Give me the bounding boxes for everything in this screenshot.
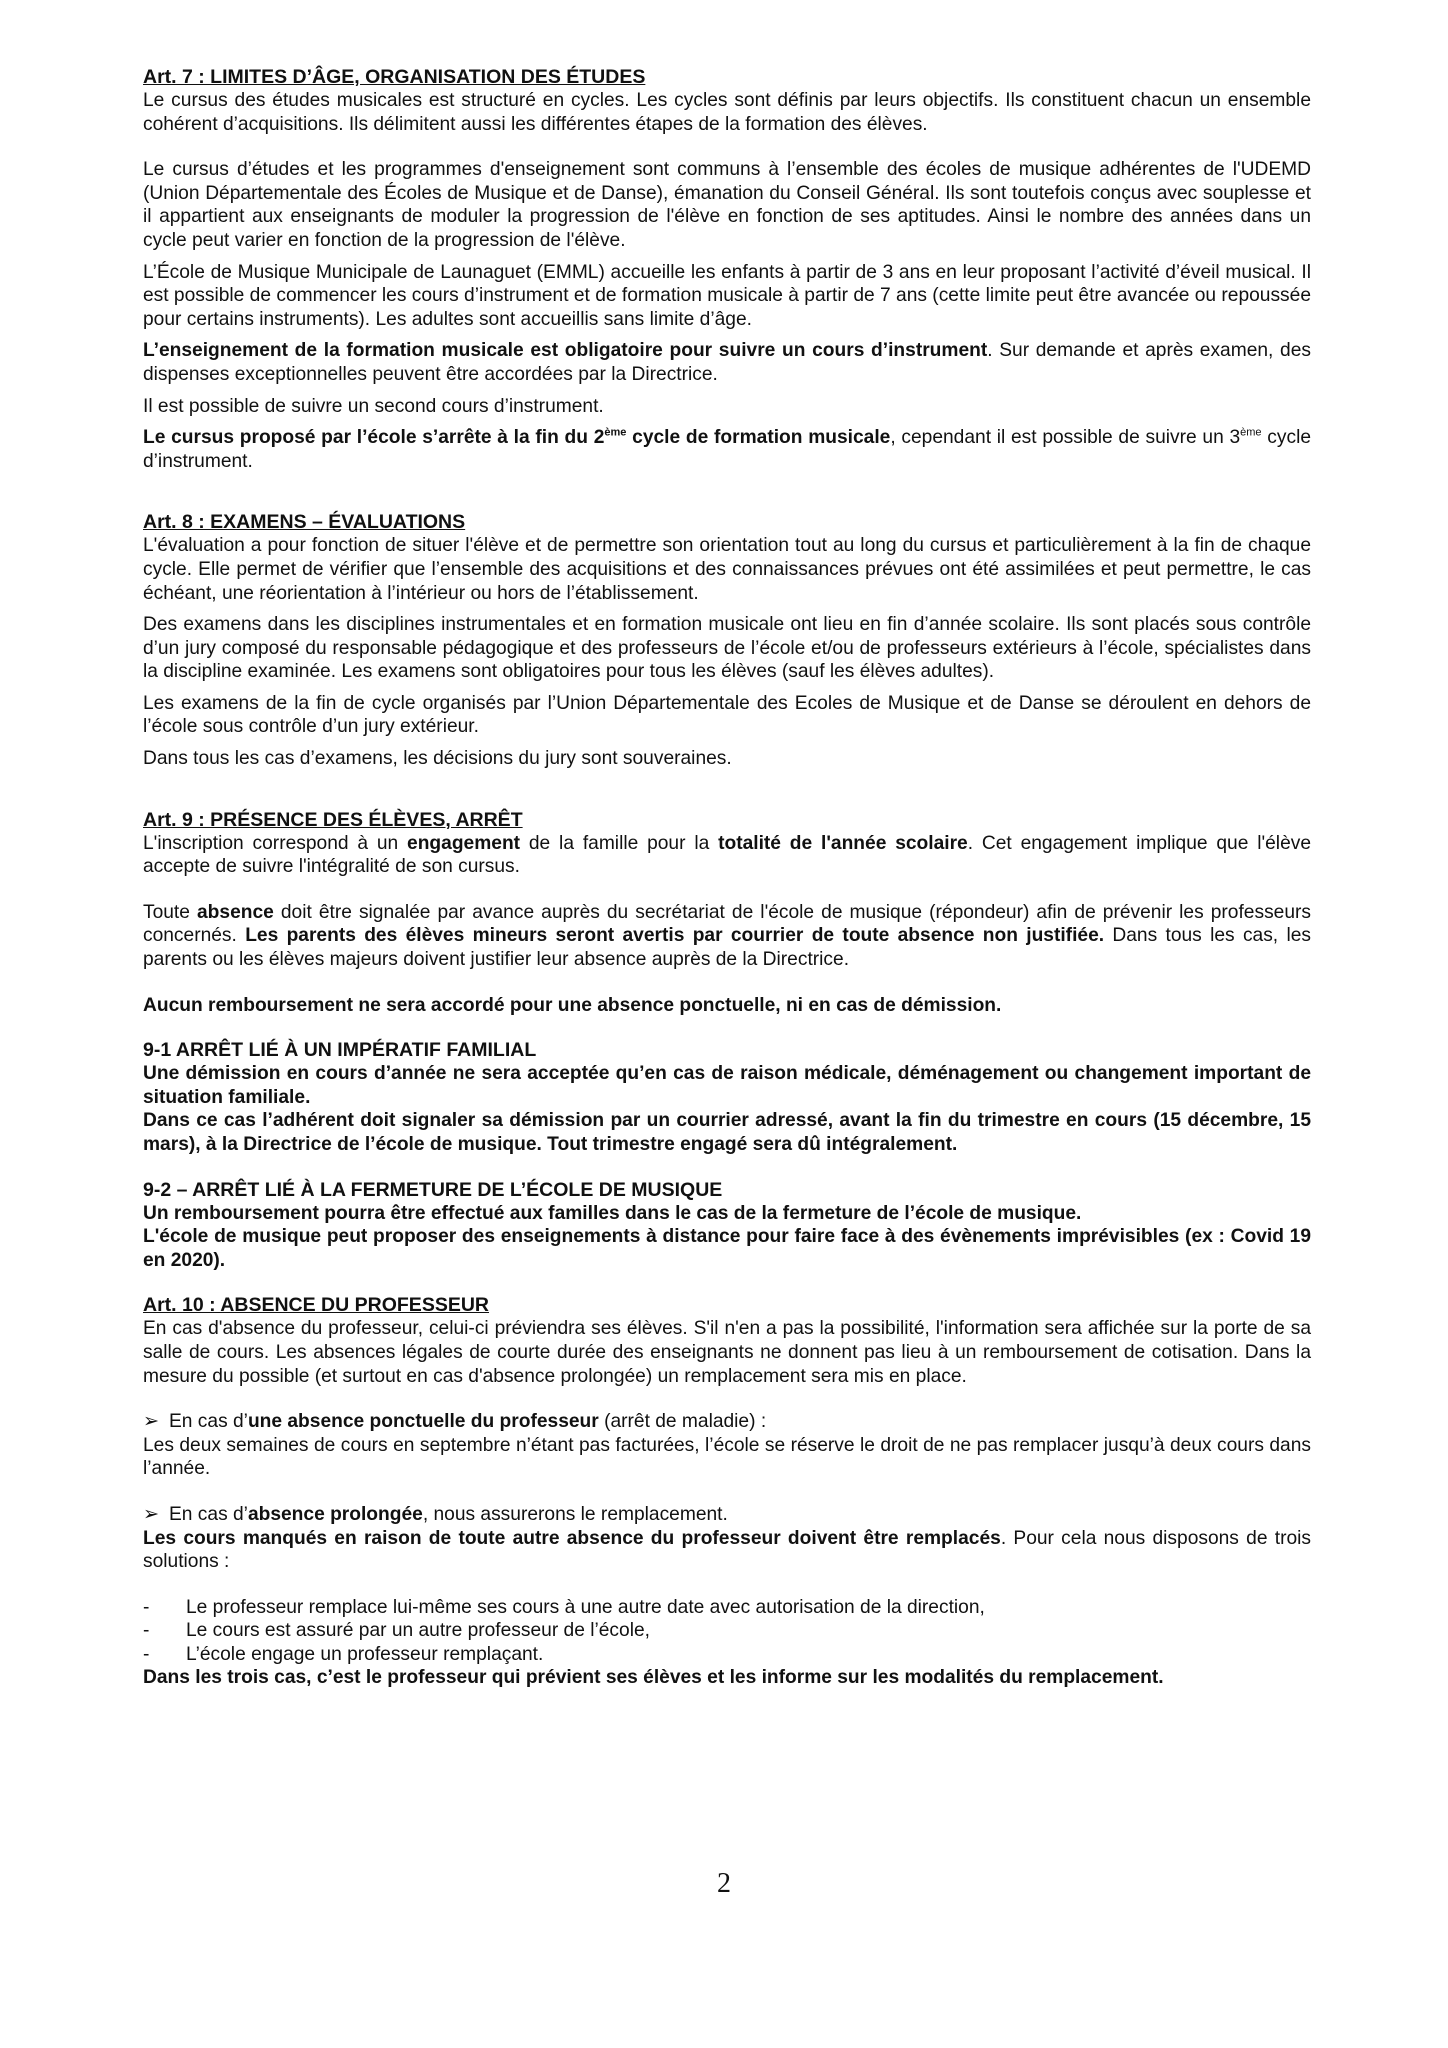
- article-8-title: Art. 8 : EXAMENS – ÉVALUATIONS: [143, 511, 466, 534]
- article-9-paragraph-2: Toute absence doit être signalée par avance auprès du secrétariat de l'école de musique (répondeur) afin de prévenir les professeurs concernés. Les parents des élèves mineurs seront avertis par courrier de toute absence non justifiée. Dans tous les cas, les parents ou les élèves majeurs doivent justifier leur absence auprès de la Directrice.: [143, 901, 1311, 971]
- section-9-2-title: 9-2 – ARRÊT LIÉ À LA FERMETURE DE L’ÉCOLE DE MUSIQUE: [143, 1178, 723, 1201]
- article-7: [143, 66, 1311, 473]
- article-10-case-2: ➢ En cas d’absence prolongée, nous assurerons le remplacement.: [143, 1503, 728, 1525]
- article-8-paragraph-3: Les examens de la fin de cycle organisés par l’Union Départementale des Ecoles de Musique et de Danse se déroulent en dehors de l’école sous contrôle d’un jury extérieur.: [143, 692, 1311, 738]
- article-7-paragraph-1: Le cursus des études musicales est structuré en cycles. Les cycles sont définis par leurs objectifs. Ils constituent chacun un ensemble cohérent d’acquisitions. Ils délimitent aussi les différentes étapes de la formation des élèves.: [143, 90, 1311, 135]
- article-10: [143, 1294, 1311, 1689]
- article-9: [143, 809, 1311, 1273]
- article-10-final: Dans les trois cas, c’est le professeur qui prévient ses élèves et les informe sur les modalités du remplacement.: [143, 1666, 1164, 1688]
- list-item: - Le cours est assuré par un autre professeur de l’école,: [143, 1620, 650, 1642]
- article-7-title: Art. 7 : LIMITES D’ÂGE, ORGANISATION DES ÉTUDES: [143, 66, 646, 88]
- article-8-paragraph-1: L'évaluation a pour fonction de situer l'élève et de permettre son orientation tout au long du cursus et particulièrement à la fin de chaque cycle. Elle permet de vérifier que l’ensemble des acquisitions et des connaissances prévues ont été assimilées et peut permettre, le cas échéant, une réorientation à l’intérieur ou hors de l’établissement.: [143, 535, 1311, 604]
- article-8-paragraph-4: Dans tous les cas d’examens, les décisions du jury sont souveraines.: [143, 748, 732, 770]
- article-8-paragraph-2: Des examens dans les disciplines instrumentales et en formation musicale ont lieu en fin d’année scolaire. Ils sont placés sous contrôle d’un jury composé du responsable pédagogique et des professeurs de l’école et/ou de professeurs extérieurs à l’école, spécialistes dans la discipline examinée. Les examens sont obligatoires pour tous les élèves (sauf les élèves adultes).: [143, 614, 1311, 683]
- section-9-2-paragraph-1: Un remboursement pourra être effectué aux familles dans le cas de la fermeture de l’école de musique.: [143, 1202, 1082, 1224]
- article-9-paragraph-3: Aucun remboursement ne sera accordé pour une absence ponctuelle, ni en cas de démission.: [143, 994, 1002, 1016]
- list-item: - Le professeur remplace lui-même ses cours à une autre date avec autorisation de la direction,: [143, 1596, 985, 1618]
- list-item: - L’école engage un professeur remplaçant.: [143, 1643, 544, 1665]
- arrow-bullet-icon: ➢: [143, 1411, 160, 1433]
- article-10-case-2-text: Les cours manqués en raison de toute autre absence du professeur doivent être remplacés. Pour cela nous disposons de trois solutions :: [143, 1527, 1311, 1573]
- section-9-1-paragraph-2: Dans ce cas l’adhérent doit signaler sa démission par un courrier adressé, avant la fin du trimestre en cours (15 décembre, 15 mars), à la Directrice de l’école de musique. Tout trimestre engagé sera dû intégralement.: [143, 1110, 1311, 1155]
- arrow-bullet-icon: ➢: [143, 1503, 160, 1525]
- article-10-title: Art. 10 : ABSENCE DU PROFESSEUR: [143, 1294, 490, 1317]
- article-10-case-1: ➢ En cas d’une absence ponctuelle du professeur (arrêt de maladie) :: [143, 1411, 767, 1433]
- article-7-paragraph-3: L’École de Musique Municipale de Launaguet (EMML) accueille les enfants à partir de 3 ans en leur proposant l’activité d’éveil musical. Il est possible de commencer les cours d’instrument et de formation musicale à partir de 7 ans (cette limite peut être avancée ou repoussée pour certains instruments). Les adultes sont accueillis sans limite d’âge.: [143, 261, 1311, 330]
- solutions-list: [143, 1596, 1311, 1666]
- article-7-paragraph-2: Le cursus d’études et les programmes d'enseignement sont communs à l’ensemble des écoles de musique adhérentes de l'UDEMD (Union Départementale des Écoles de Musique et de Danse), émanation du Conseil Général. Ils sont toutefois conçus avec souplesse et il appartient aux enseignants de moduler la progression de l'élève en fonction de ses aptitudes. Ainsi le nombre des années dans un cycle peut varier en fonction de la progression de l'élève.: [143, 159, 1311, 251]
- article-7-paragraph-4: L’enseignement de la formation musicale est obligatoire pour suivre un cours d’instrument. Sur demande et après examen, des dispenses exceptionnelles peuvent être accordées par la Directrice.: [143, 340, 1311, 385]
- article-10-paragraph-1: En cas d'absence du professeur, celui-ci préviendra ses élèves. S'il n'en a pas la possibilité, l'information sera affichée sur la porte de sa salle de cours. Les absences légales de courte durée des enseignants ne donnent pas lieu à un remboursement de cotisation. Dans la mesure du possible (et surtout en cas d'absence prolongée) un remplacement sera mis en place.: [143, 1318, 1311, 1387]
- article-9-paragraph-1: L'inscription correspond à un engagement de la famille pour la totalité de l'année scolaire. Cet engagement implique que l'élève accepte de suivre l'intégralité de son cursus.: [143, 832, 1312, 878]
- article-9-title: Art. 9 : PRÉSENCE DES ÉLÈVES, ARRÊT: [143, 808, 523, 831]
- page-number: 2: [717, 1868, 731, 1899]
- article-8: [143, 511, 1311, 770]
- section-9-2-paragraph-2: L'école de musique peut proposer des enseignements à distance pour faire face à des évènements imprévisibles (ex : Covid 19 en 2020).: [143, 1226, 1311, 1271]
- section-9-1-paragraph-1: Une démission en cours d’année ne sera acceptée qu’en cas de raison médicale, déménagement ou changement important de situation familiale.: [143, 1063, 1311, 1108]
- section-9-1-title: 9-1 ARRÊT LIÉ À UN IMPÉRATIF FAMILIAL: [143, 1039, 537, 1062]
- content-column: [143, 66, 1311, 1690]
- article-10-case-1-text: Les deux semaines de cours en septembre n’étant pas facturées, l’école se réserve le droit de ne pas remplacer jusqu’à deux cours dans l’année.: [143, 1434, 1311, 1480]
- article-7-paragraph-5: Il est possible de suivre un second cours d’instrument.: [143, 395, 604, 417]
- article-7-paragraph-6: Le cursus proposé par l’école s’arrête à la fin du 2ème cycle de formation musicale, cependant il est possible de suivre un 3ème cycle d’instrument.: [143, 426, 1312, 472]
